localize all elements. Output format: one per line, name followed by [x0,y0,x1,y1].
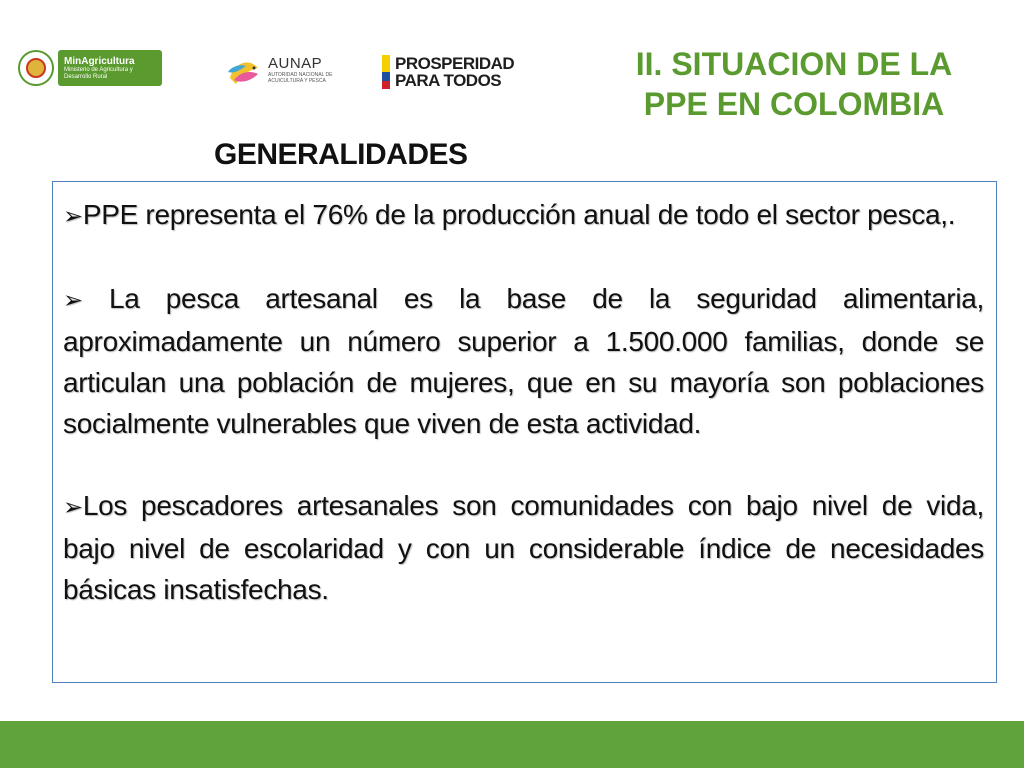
bullet-text: PPE representa el 76% de la producción anual de todo el sector pesca,. [82,199,956,230]
minagricultura-subtitle: Ministerio de Agricultura y Desarrollo Rural [64,66,133,80]
colombia-flag-icon [382,55,390,89]
minagricultura-name: MinAgricultura [64,55,135,67]
bullet-item [63,485,984,610]
aunap-subtitle: AUTORIDAD NACIONAL DE ACUICULTURA Y PESCA [268,72,333,84]
bullet-item [63,278,984,444]
arrow-bullet-icon: ➢ [63,203,83,230]
aunap-name: AUNAP [268,55,323,72]
prosperidad-line1: PROSPERIDAD [395,54,515,73]
fish-icon [224,50,264,90]
content-box [52,181,997,683]
bullet-text: La pesca artesanal es la base de la seguridad alimentaria, aproximadamente un número superior a 1.500.000 familias, donde se articulan una población de mujeres, que en su mayoría son poblaciones socialmente vulnerables que viven de esta actividad. [63,283,985,439]
arrow-bullet-icon: ➢ [63,287,83,314]
colombia-seal-icon [18,50,54,86]
prosperidad-line2: PARA TODOS [395,71,502,90]
slide-title-line1: II. SITUACION DE LA [635,46,953,82]
bullet-item [63,194,984,237]
arrow-bullet-icon: ➢ [63,494,83,521]
minagricultura-badge [58,50,162,86]
bottom-bar [0,721,1024,768]
slide-title [600,44,988,124]
minagricultura-logo [18,48,162,88]
slide-title-line2: PPE EN COLOMBIA [643,86,945,122]
section-heading: GENERALIDADES [214,138,468,171]
prosperidad-logo [382,52,530,92]
bullet-text: Los pescadores artesanales son comunidades con bajo nivel de vida, bajo nivel de escolaridad y con un considerable índice de necesidades básicas insatisfechas. [63,490,984,605]
aunap-logo [224,48,336,92]
